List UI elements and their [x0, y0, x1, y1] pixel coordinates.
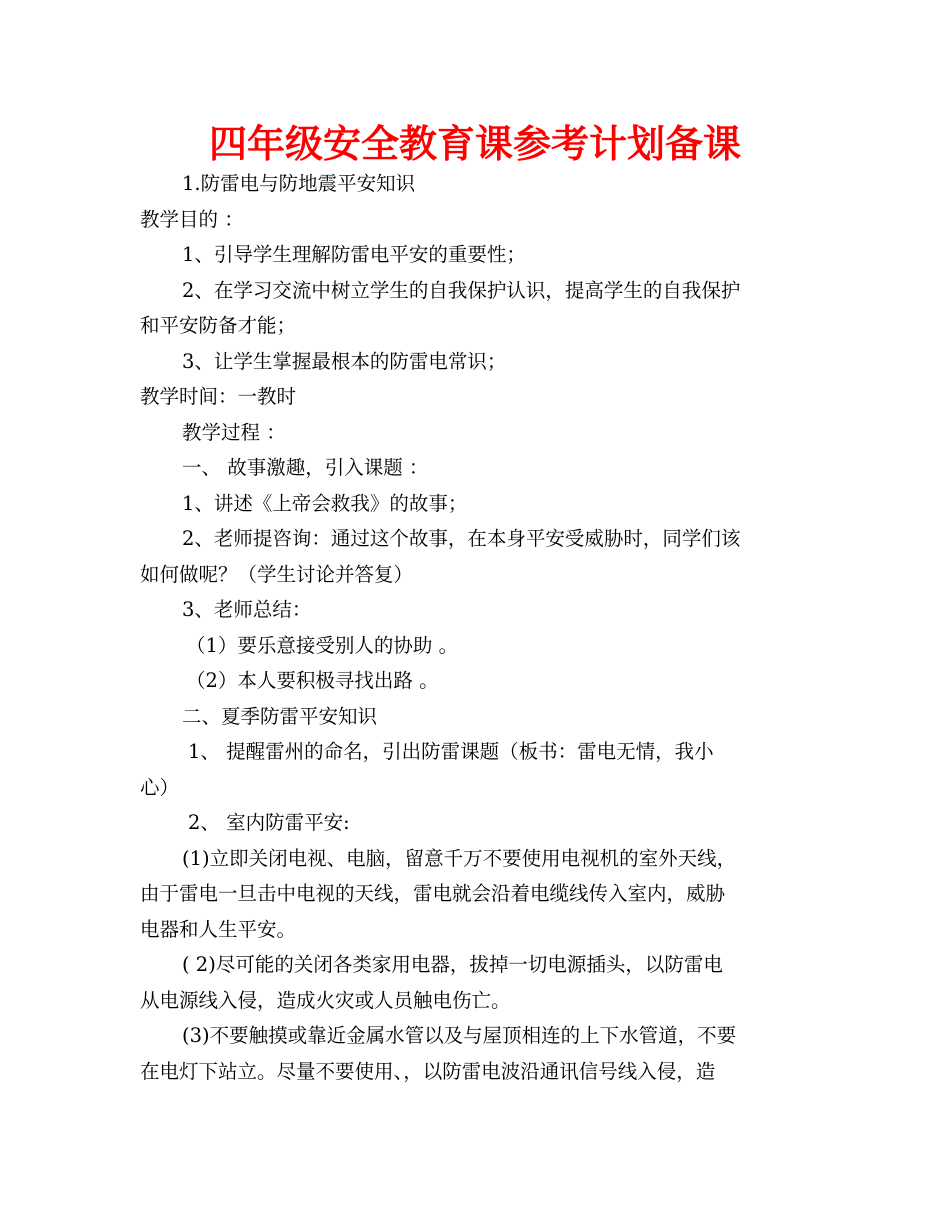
paragraph-line: 3、老师总结： [182, 598, 312, 621]
paragraph-line: (1)立即关闭电视、电脑，留意千万不要使用电视机的室外天线， [182, 846, 737, 870]
paragraph-line: 2、老师提咨询：通过这个故事，在本身平安受威胁时，同学们该 [182, 527, 741, 550]
paragraph-line: 2、在学习交流中树立学生的自我保护认识，提高学生的自我保护 [182, 278, 741, 302]
paragraph-line: 1、 提醒雷州的命名，引出防雷课题（板书：雷电无情，我小 [188, 740, 714, 763]
paragraph-line: 电器和人生平安。 [140, 917, 297, 941]
paragraph-line: 教学目的 ： [140, 207, 244, 231]
paragraph-line: 2、 室内防雷平安: [188, 811, 350, 834]
paragraph-line: (3)不要触摸或靠近金属水管以及与屋顶相连的上下水管道，不要 [182, 1024, 737, 1047]
paragraph-line: 心） [140, 775, 180, 799]
paragraph-line: 由于雷电一旦击中电视的天线，雷电就会沿着电缆线传入室内，威胁 [140, 882, 726, 905]
paragraph-line: 一、 故事激趣，引入课题 ： [182, 456, 429, 479]
document-body [140, 166, 812, 1089]
paragraph-line: 3、让学生掌握最根本的防雷电常识； [182, 349, 507, 373]
paragraph-line: （1）要乐意接受别人的协助 。 [186, 633, 459, 657]
paragraph-line: 1、引导学生理解防雷电平安的重要性； [182, 243, 526, 266]
paragraph-line: 从电源线入侵，造成火灾或人员触电伤亡。 [140, 988, 511, 1012]
paragraph-line: 和平安防备才能； [140, 314, 297, 337]
paragraph-line: 如何做呢？（学生讨论并答复） [140, 562, 414, 586]
paragraph-line: 教学时间：一教时 [140, 385, 297, 408]
document-title: 四年级安全教育课参考计划备课 [208, 122, 741, 166]
paragraph-line: 在电灯下站立。尽量不要使用、，以防雷电波沿通讯信号线入侵，造 [140, 1059, 716, 1083]
paragraph-line: 1、讲述《上帝会救我》的故事； [182, 491, 468, 515]
section-heading: 1.防雷电与防地震平安知识 [182, 172, 416, 195]
paragraph-line: ( 2)尽可能的关闭各类家用电器，拔掉一切电源插头，以防雷电 [182, 953, 723, 976]
paragraph-line: 教学过程 ： [182, 420, 286, 444]
paragraph-line: （2）本人要积极寻找出路 。 [186, 669, 439, 692]
paragraph-line: 二、夏季防雷平安知识 [182, 704, 378, 728]
